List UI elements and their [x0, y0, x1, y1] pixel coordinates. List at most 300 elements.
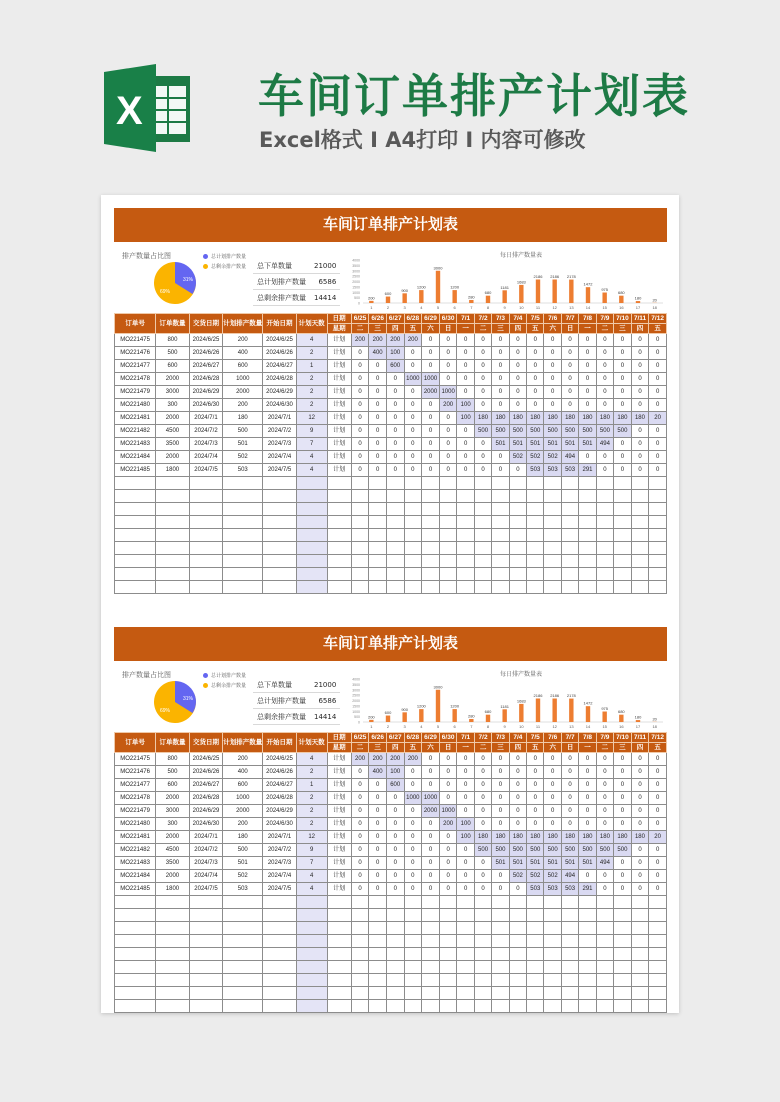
- daily-qty-cell: 0: [369, 386, 387, 399]
- empty-cell: [422, 909, 440, 922]
- date-header: 6/27: [386, 314, 404, 324]
- daily-qty-cell: 0: [369, 464, 387, 477]
- daily-qty-cell: 501: [544, 857, 561, 870]
- empty-cell: [561, 1000, 578, 1013]
- bar-value-label: 1200: [450, 284, 460, 290]
- table-cell: 600: [156, 779, 190, 792]
- daily-qty-cell: 0: [474, 334, 491, 347]
- daily-qty-cell: 0: [614, 883, 632, 896]
- table-row: [115, 870, 667, 883]
- daily-qty-cell: 500: [474, 844, 491, 857]
- empty-cell: [115, 948, 156, 961]
- daily-qty-cell: 503: [544, 883, 561, 896]
- bar-value-label: 180: [634, 295, 642, 301]
- daily-qty-cell: 180: [631, 412, 649, 425]
- y-tick-label: 3000: [352, 688, 360, 693]
- table-cell: 2024/7/3: [189, 438, 223, 451]
- empty-cell: [386, 987, 404, 1000]
- daily-qty-cell: 0: [351, 818, 369, 831]
- daily-qty-cell: 180: [474, 831, 491, 844]
- weekday-header: 六: [422, 324, 440, 334]
- empty-cell: [351, 503, 369, 516]
- empty-cell: [457, 490, 474, 503]
- table-cell: 2024/7/2: [263, 425, 297, 438]
- empty-cell: [369, 581, 387, 594]
- weekday-header: 六: [544, 324, 561, 334]
- empty-cell: [386, 909, 404, 922]
- bar: [519, 704, 523, 722]
- empty-cell: [327, 987, 351, 1000]
- empty-cell: [404, 896, 422, 909]
- daily-qty-cell: 501: [579, 438, 596, 451]
- empty-cell: [351, 477, 369, 490]
- plan-days-cell: 4: [296, 870, 327, 883]
- empty-cell: [223, 542, 263, 555]
- daily-qty-cell: 0: [649, 360, 667, 373]
- empty-cell: [457, 948, 474, 961]
- x-tick-label: 17: [635, 724, 641, 729]
- daily-qty-cell: 180: [561, 831, 578, 844]
- daily-qty-cell: 0: [527, 779, 544, 792]
- bar: [369, 301, 373, 303]
- empty-cell: [631, 581, 649, 594]
- empty-cell: [649, 909, 667, 922]
- x-tick-label: 16: [619, 724, 624, 729]
- empty-cell: [351, 1000, 369, 1013]
- bar-value-label: 280: [467, 713, 475, 719]
- bar: [586, 287, 590, 303]
- daily-qty-cell: 0: [631, 451, 649, 464]
- empty-cell: [492, 909, 509, 922]
- x-tick-label: 1: [370, 305, 373, 310]
- daily-qty-cell: 0: [579, 334, 596, 347]
- empty-row: [115, 542, 667, 555]
- daily-qty-cell: 0: [386, 857, 404, 870]
- empty-row: [115, 935, 667, 948]
- empty-cell: [527, 1000, 544, 1013]
- daily-qty-cell: 0: [527, 753, 544, 766]
- empty-cell: [404, 961, 422, 974]
- empty-cell: [614, 503, 632, 516]
- daily-qty-cell: 0: [649, 425, 667, 438]
- daily-qty-cell: 0: [596, 451, 613, 464]
- daily-qty-cell: 500: [614, 844, 632, 857]
- empty-cell: [474, 896, 491, 909]
- empty-cell: [544, 987, 561, 1000]
- empty-cell: [474, 909, 491, 922]
- plan-label-cell: 计划: [327, 425, 351, 438]
- empty-cell: [189, 987, 223, 1000]
- daily-qty-cell: 0: [457, 347, 474, 360]
- x-tick-label: 6: [453, 724, 456, 729]
- date-header: 7/5: [527, 314, 544, 324]
- date-header: 7/11: [631, 733, 649, 743]
- empty-cell: [404, 568, 422, 581]
- column-header: 订单数量: [156, 314, 190, 334]
- empty-cell: [386, 935, 404, 948]
- daily-qty-cell: 0: [579, 347, 596, 360]
- empty-cell: [223, 529, 263, 542]
- bar: [552, 699, 556, 722]
- table-row: [115, 883, 667, 896]
- daily-qty-cell: 501: [561, 438, 578, 451]
- daily-qty-cell: 0: [422, 831, 440, 844]
- daily-qty-cell: 0: [457, 753, 474, 766]
- daily-qty-cell: 0: [492, 792, 509, 805]
- plan-label-cell: 计划: [327, 386, 351, 399]
- daily-qty-cell: 0: [596, 753, 613, 766]
- table-cell: 2024/7/4: [263, 451, 297, 464]
- daily-qty-cell: 0: [509, 347, 526, 360]
- bar: [386, 716, 390, 722]
- empty-cell: [439, 909, 457, 922]
- bar: [636, 301, 640, 303]
- daily-qty-cell: 0: [492, 805, 509, 818]
- daily-qty-cell: 200: [404, 753, 422, 766]
- bar-value-label: 600: [384, 710, 392, 716]
- empty-cell: [422, 516, 440, 529]
- weekday-header: 日: [561, 324, 578, 334]
- daily-qty-cell: 0: [596, 779, 613, 792]
- stat-label: 总计划排产数量: [253, 274, 310, 290]
- x-tick-label: 16: [619, 305, 624, 310]
- daily-qty-cell: 200: [369, 753, 387, 766]
- weekday-header: 三: [369, 324, 387, 334]
- empty-cell: [474, 961, 491, 974]
- y-tick-label: 0: [358, 301, 360, 306]
- empty-cell: [189, 503, 223, 516]
- daily-qty-cell: 0: [527, 399, 544, 412]
- daily-qty-cell: 0: [369, 818, 387, 831]
- empty-row: [115, 490, 667, 503]
- empty-cell: [457, 922, 474, 935]
- legend-remaining: 总剩余排产数量: [211, 682, 247, 689]
- table-cell: 501: [223, 438, 263, 451]
- weekday-header: 日: [439, 324, 457, 334]
- bar-value-label: 900: [401, 287, 409, 293]
- table-cell: 200: [223, 334, 263, 347]
- daily-qty-cell: 0: [614, 792, 632, 805]
- daily-qty-cell: 0: [457, 334, 474, 347]
- weekday-header: 日: [439, 743, 457, 753]
- daily-qty-cell: 0: [369, 373, 387, 386]
- daily-qty-cell: 0: [527, 334, 544, 347]
- bar: [386, 297, 390, 303]
- empty-cell: [596, 568, 613, 581]
- daily-qty-cell: 0: [631, 792, 649, 805]
- empty-cell: [527, 516, 544, 529]
- table-cell: 2024/6/28: [263, 792, 297, 805]
- empty-cell: [596, 1000, 613, 1013]
- daily-qty-cell: 500: [596, 844, 613, 857]
- x-tick-label: 8: [486, 305, 490, 310]
- daily-qty-cell: 0: [351, 766, 369, 779]
- empty-cell: [115, 961, 156, 974]
- daily-qty-cell: 0: [404, 438, 422, 451]
- empty-cell: [156, 555, 190, 568]
- daily-qty-cell: 0: [579, 753, 596, 766]
- empty-cell: [115, 987, 156, 1000]
- empty-cell: [296, 581, 327, 594]
- bar: [436, 690, 440, 722]
- plan-days-cell: 2: [296, 818, 327, 831]
- empty-cell: [561, 568, 578, 581]
- empty-cell: [327, 503, 351, 516]
- empty-cell: [492, 490, 509, 503]
- stat-value: 21000: [310, 258, 340, 274]
- sheet-title: 车间订单排产计划表: [114, 627, 667, 661]
- bar-value-label: 975: [601, 706, 609, 712]
- daily-qty-cell: 0: [509, 818, 526, 831]
- empty-cell: [596, 948, 613, 961]
- empty-cell: [492, 581, 509, 594]
- weekday-header: 四: [509, 743, 526, 753]
- empty-cell: [509, 987, 526, 1000]
- table-cell: 500: [223, 425, 263, 438]
- table-row: [115, 438, 667, 451]
- daily-qty-cell: 0: [596, 386, 613, 399]
- daily-qty-cell: 500: [509, 844, 526, 857]
- weekday-row-label: 星期: [327, 743, 351, 753]
- empty-cell: [509, 529, 526, 542]
- table-row: [115, 818, 667, 831]
- empty-cell: [614, 516, 632, 529]
- daily-qty-cell: 0: [351, 831, 369, 844]
- table-cell: 2024/6/27: [263, 360, 297, 373]
- table-row: [115, 766, 667, 779]
- empty-cell: [561, 909, 578, 922]
- plan-days-cell: 1: [296, 779, 327, 792]
- empty-cell: [474, 477, 491, 490]
- daily-qty-cell: 180: [492, 831, 509, 844]
- plan-label-cell: 计划: [327, 464, 351, 477]
- empty-cell: [439, 987, 457, 1000]
- empty-cell: [544, 922, 561, 935]
- daily-qty-cell: 1000: [439, 386, 457, 399]
- daily-qty-cell: 0: [386, 805, 404, 818]
- empty-row: [115, 896, 667, 909]
- plan-days-cell: 9: [296, 844, 327, 857]
- empty-cell: [579, 568, 596, 581]
- empty-cell: [422, 581, 440, 594]
- date-header: 7/7: [561, 733, 578, 743]
- daily-qty-cell: 503: [561, 883, 578, 896]
- table-cell: 2024/6/29: [189, 386, 223, 399]
- empty-cell: [649, 1000, 667, 1013]
- daily-qty-cell: 0: [474, 883, 491, 896]
- x-tick-label: 7: [470, 724, 473, 729]
- empty-cell: [631, 542, 649, 555]
- empty-cell: [263, 1000, 297, 1013]
- table-cell: MO221476: [115, 347, 156, 360]
- daily-qty-cell: 0: [649, 779, 667, 792]
- empty-cell: [223, 896, 263, 909]
- empty-cell: [544, 935, 561, 948]
- plan-days-cell: 4: [296, 451, 327, 464]
- empty-row: [115, 529, 667, 542]
- empty-cell: [422, 961, 440, 974]
- daily-qty-cell: 0: [492, 779, 509, 792]
- empty-cell: [527, 477, 544, 490]
- table-cell: 2024/7/3: [263, 857, 297, 870]
- empty-cell: [263, 948, 297, 961]
- empty-cell: [614, 987, 632, 1000]
- table-cell: 2024/6/30: [189, 399, 223, 412]
- daily-qty-cell: 2000: [422, 805, 440, 818]
- weekday-header: 三: [492, 324, 509, 334]
- empty-cell: [327, 961, 351, 974]
- empty-cell: [509, 581, 526, 594]
- daily-qty-cell: 0: [509, 334, 526, 347]
- empty-cell: [561, 503, 578, 516]
- table-cell: 600: [156, 360, 190, 373]
- daily-qty-cell: 0: [579, 870, 596, 883]
- daily-qty-cell: 500: [596, 425, 613, 438]
- empty-cell: [422, 568, 440, 581]
- empty-cell: [115, 503, 156, 516]
- daily-qty-cell: 0: [369, 857, 387, 870]
- bar-value-label: 3000: [433, 684, 443, 690]
- daily-qty-cell: 0: [474, 792, 491, 805]
- bar: [502, 709, 506, 722]
- empty-cell: [327, 529, 351, 542]
- table-cell: 2024/7/4: [263, 870, 297, 883]
- empty-cell: [422, 542, 440, 555]
- daily-qty-cell: 0: [439, 870, 457, 883]
- empty-cell: [351, 987, 369, 1000]
- table-cell: 2024/6/30: [263, 818, 297, 831]
- table-cell: 200: [223, 399, 263, 412]
- empty-cell: [561, 987, 578, 1000]
- plan-label-cell: 计划: [327, 844, 351, 857]
- daily-qty-cell: 0: [614, 334, 632, 347]
- date-header: 7/1: [457, 314, 474, 324]
- plan-label-cell: 计划: [327, 805, 351, 818]
- x-tick-label: 9: [503, 724, 506, 729]
- empty-cell: [369, 922, 387, 935]
- empty-cell: [439, 922, 457, 935]
- sheet-copy-1: [114, 208, 667, 586]
- daily-qty-cell: 0: [386, 464, 404, 477]
- daily-qty-cell: 500: [579, 844, 596, 857]
- empty-cell: [596, 581, 613, 594]
- daily-qty-cell: 0: [404, 399, 422, 412]
- daily-qty-cell: 0: [351, 386, 369, 399]
- table-cell: MO221482: [115, 425, 156, 438]
- daily-qty-cell: 503: [527, 883, 544, 896]
- empty-cell: [156, 961, 190, 974]
- table-cell: 300: [156, 399, 190, 412]
- daily-qty-cell: 100: [386, 347, 404, 360]
- empty-cell: [457, 542, 474, 555]
- daily-qty-cell: 180: [614, 831, 632, 844]
- plan-days-cell: 12: [296, 831, 327, 844]
- empty-cell: [422, 555, 440, 568]
- empty-cell: [527, 568, 544, 581]
- empty-cell: [439, 948, 457, 961]
- empty-cell: [649, 935, 667, 948]
- empty-cell: [189, 516, 223, 529]
- bar-value-label: 20: [652, 297, 657, 303]
- date-header: 6/29: [422, 314, 440, 324]
- empty-cell: [649, 477, 667, 490]
- empty-cell: [492, 516, 509, 529]
- daily-qty-cell: 0: [351, 347, 369, 360]
- table-cell: MO221479: [115, 805, 156, 818]
- daily-qty-cell: 0: [457, 883, 474, 896]
- bar: [619, 715, 623, 722]
- empty-cell: [327, 974, 351, 987]
- daily-qty-cell: 0: [614, 805, 632, 818]
- daily-qty-cell: 502: [509, 870, 526, 883]
- column-header: 计划天数: [296, 733, 327, 753]
- empty-cell: [527, 987, 544, 1000]
- daily-qty-cell: 0: [561, 360, 578, 373]
- daily-qty-cell: 0: [474, 386, 491, 399]
- daily-qty-cell: 503: [527, 464, 544, 477]
- date-header: 6/30: [439, 314, 457, 324]
- daily-qty-cell: 0: [649, 870, 667, 883]
- plan-days-cell: 7: [296, 857, 327, 870]
- empty-row: [115, 961, 667, 974]
- empty-cell: [457, 987, 474, 1000]
- plan-label-cell: 计划: [327, 347, 351, 360]
- daily-qty-cell: 0: [386, 883, 404, 896]
- bar-value-label: 2186: [550, 693, 560, 699]
- daily-qty-cell: 100: [457, 831, 474, 844]
- daily-qty-cell: 600: [386, 779, 404, 792]
- daily-qty-cell: 100: [386, 766, 404, 779]
- daily-qty-cell: 0: [422, 438, 440, 451]
- daily-qty-cell: 0: [561, 779, 578, 792]
- table-cell: 180: [223, 831, 263, 844]
- daily-qty-cell: 0: [492, 883, 509, 896]
- table-cell: 501: [223, 857, 263, 870]
- table-row: [115, 425, 667, 438]
- daily-qty-cell: 501: [509, 857, 526, 870]
- daily-qty-cell: 1000: [422, 792, 440, 805]
- empty-cell: [404, 529, 422, 542]
- date-header: 7/4: [509, 314, 526, 324]
- empty-cell: [439, 542, 457, 555]
- pie-label-planned: 31%: [183, 696, 194, 702]
- table-cell: 3500: [156, 438, 190, 451]
- empty-cell: [369, 555, 387, 568]
- empty-cell: [561, 529, 578, 542]
- table-cell: 2024/6/30: [189, 818, 223, 831]
- bar: [452, 290, 456, 303]
- x-tick-label: 18: [652, 305, 657, 310]
- bar-value-label: 2186: [533, 693, 543, 699]
- empty-cell: [115, 529, 156, 542]
- daily-qty-cell: 501: [492, 857, 509, 870]
- empty-cell: [474, 529, 491, 542]
- daily-qty-cell: 0: [474, 766, 491, 779]
- daily-qty-cell: 0: [351, 844, 369, 857]
- daily-qty-cell: 0: [579, 792, 596, 805]
- daily-qty-cell: 0: [614, 360, 632, 373]
- table-cell: 2000: [156, 870, 190, 883]
- daily-qty-cell: 0: [492, 347, 509, 360]
- empty-cell: [457, 974, 474, 987]
- daily-qty-cell: 0: [422, 766, 440, 779]
- date-header: 7/10: [614, 733, 632, 743]
- empty-cell: [422, 477, 440, 490]
- empty-cell: [439, 477, 457, 490]
- daily-qty-cell: 0: [527, 818, 544, 831]
- daily-qty-cell: 100: [457, 818, 474, 831]
- daily-qty-cell: 0: [579, 805, 596, 818]
